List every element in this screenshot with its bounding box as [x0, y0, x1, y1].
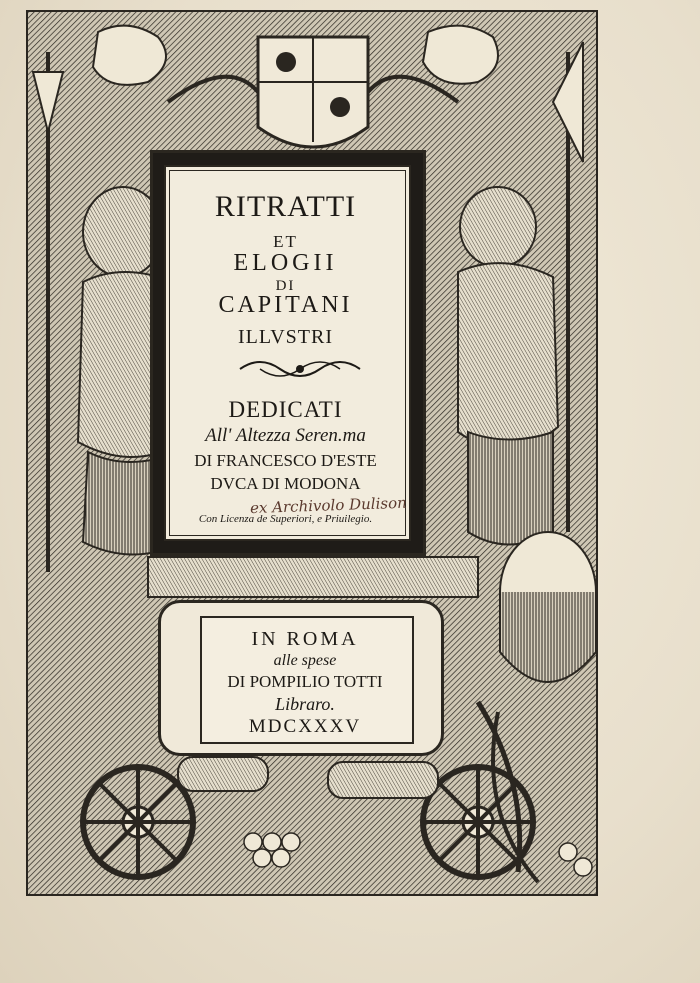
imprint-year: MDCXXXV	[248, 716, 362, 737]
imprint-city: IN ROMA	[251, 628, 359, 650]
title-line-2: ET	[273, 232, 298, 251]
imprint-expense: alle spese	[273, 652, 337, 669]
ornament-divider-icon	[235, 354, 365, 384]
dedication-heading: DEDICATI	[228, 397, 343, 422]
license-line: Con Licenza de Superiori, e Priuilegio.	[198, 513, 373, 525]
title-line-1: RITRATTI	[214, 190, 357, 223]
title-line-4: DI	[275, 278, 296, 294]
duke-title: DVCA DI MODONA	[210, 474, 361, 493]
handwritten-provenance: ex Archivolo Dulison	[249, 493, 408, 518]
title-line-3: ELOGII	[233, 250, 338, 276]
dedication-address: All' Altezza Seren.ma	[205, 425, 366, 446]
title-line-5: CAPITANI	[218, 292, 353, 318]
imprint-role: Libraro.	[275, 694, 335, 714]
imprint-publisher: DI POMPILIO TOTTI	[227, 672, 383, 691]
title-line-6: ILLVSTRI	[237, 326, 334, 348]
drum	[500, 532, 596, 682]
dedicatee-name: DI FRANCESCO D'ESTE	[194, 451, 377, 470]
